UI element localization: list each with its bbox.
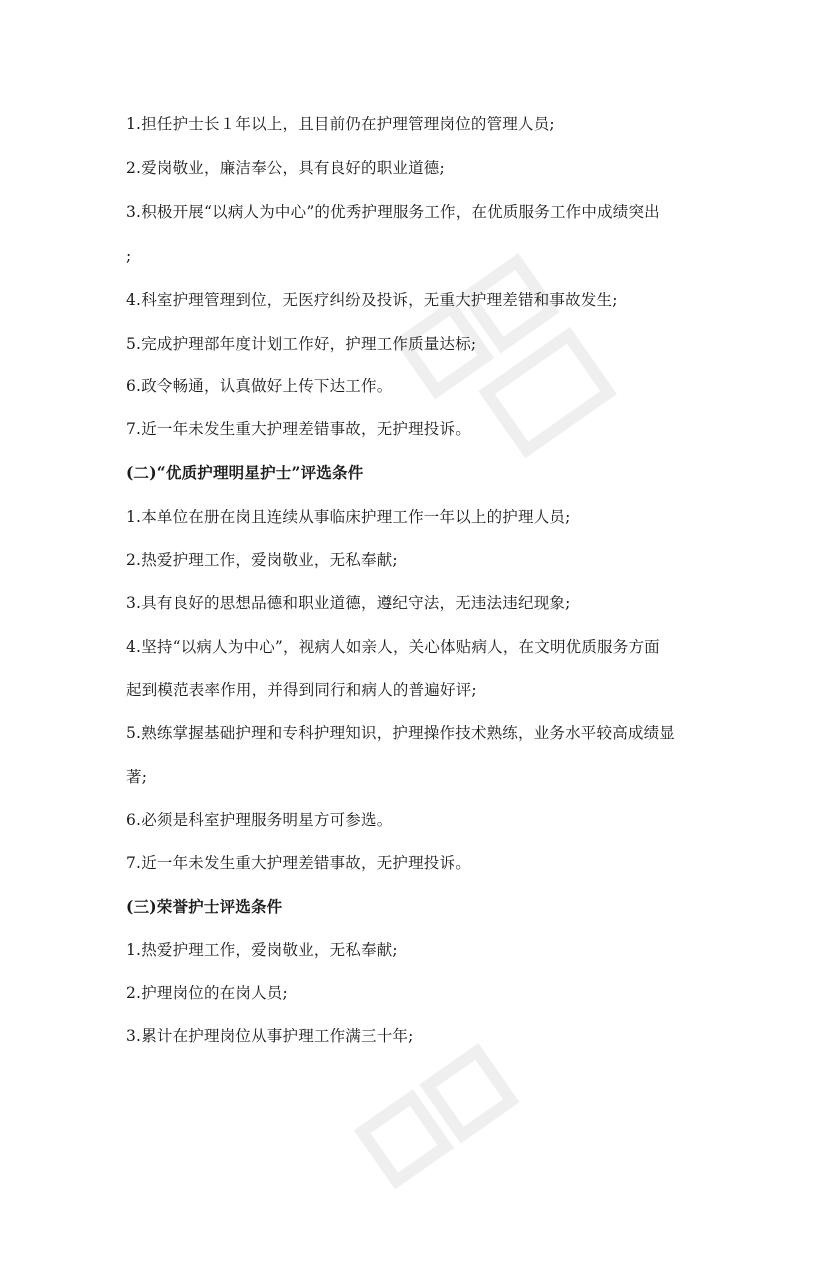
text-line: 起到模范表率作用，并得到同行和病人的普遍好评;: [126, 681, 477, 699]
text-line: 5.完成护理部年度计划工作好，护理工作质量达标;: [126, 335, 477, 353]
text-line: 4.坚持“以病人为中心”，视病人如亲人，关心体贴病人，在文明优质服务方面: [126, 638, 660, 656]
text-line: 3.累计在护理岗位从事护理工作满三十年;: [126, 1027, 414, 1045]
text-line: 4.科室护理管理到位，无医疗纠纷及投诉，无重大护理差错和事故发生;: [126, 291, 618, 309]
section-heading-2: (二)“优质护理明星护士”评选条件: [126, 463, 364, 482]
text-line: 2.热爱护理工作，爱岗敬业，无私奉献;: [126, 551, 398, 569]
text-line: 1.担任护士长１年以上，且目前仍在护理管理岗位的管理人员;: [126, 115, 555, 133]
text-line: 7.近一年未发生重大护理差错事故，无护理投诉。: [126, 420, 471, 438]
text-line: 7.近一年未发生重大护理差错事故，无护理投诉。: [126, 854, 471, 872]
text-line: 6.必须是科室护理服务明星方可参选。: [126, 811, 393, 829]
text-line: 6.政令畅通，认真做好上传下达工作。: [126, 377, 393, 395]
text-line: 2.爱岗敬业，廉洁奉公，具有良好的职业道德;: [126, 159, 445, 177]
text-line: ;: [126, 247, 132, 265]
text-line: 1.热爱护理工作，爱岗敬业，无私奉献;: [126, 941, 398, 959]
text-line: 5.熟练掌握基础护理和专科护理知识，护理操作技术熟练，业务水平较高成绩显: [126, 724, 675, 742]
text-line: 著;: [126, 768, 148, 786]
text-line: 2.护理岗位的在岗人员;: [126, 984, 288, 1002]
text-line: 3.积极开展“以病人为中心”的优秀护理服务工作，在优质服务工作中成绩突出: [126, 203, 660, 221]
text-line: 1.本单位在册在岗且连续从事临床护理工作一年以上的护理人员;: [126, 508, 571, 526]
section-heading-3: (三)荣誉护士评选条件: [126, 897, 283, 916]
text-line: 3.具有良好的思想品德和职业道德，遵纪守法，无违法违纪现象;: [126, 594, 571, 612]
